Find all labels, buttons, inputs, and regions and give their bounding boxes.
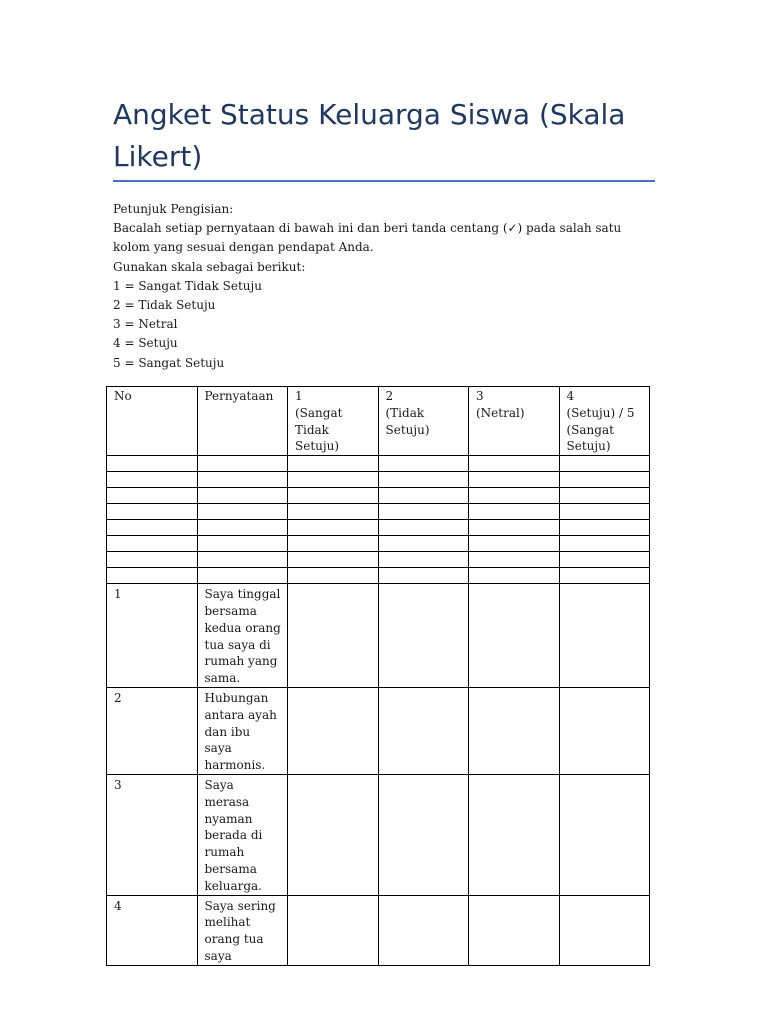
table-row [107, 895, 650, 965]
row-number: 1 [107, 584, 198, 688]
row-statement: Saya merasa nyaman berada di rumah bersama keluarga. [197, 774, 288, 895]
likert-table [106, 386, 650, 966]
empty-cell[interactable] [197, 488, 288, 504]
empty-cell[interactable] [197, 568, 288, 584]
table-row [107, 774, 650, 895]
empty-cell[interactable] [469, 536, 560, 552]
empty-cell[interactable] [288, 456, 379, 472]
row-statement: Saya sering melihat orang tua saya [197, 895, 288, 965]
empty-cell[interactable] [559, 488, 650, 504]
answer-cell-1[interactable] [288, 774, 379, 895]
row-statement: Saya tinggal bersama kedua orang tua saya di rumah yang sama. [197, 584, 288, 688]
header-scale-1 [288, 387, 379, 456]
empty-cell[interactable] [378, 472, 469, 488]
empty-cell[interactable] [378, 456, 469, 472]
empty-cell[interactable] [107, 472, 198, 488]
answer-cell-3[interactable] [469, 895, 560, 965]
empty-cell[interactable] [288, 568, 379, 584]
empty-cell[interactable] [197, 504, 288, 520]
instructions-block [113, 200, 658, 373]
answer-cell-1[interactable] [288, 584, 379, 688]
empty-cell[interactable] [469, 472, 560, 488]
empty-cell[interactable] [378, 520, 469, 536]
header-scale-3 [469, 387, 560, 456]
document-title: Angket Status Keluarga Siswa (Skala Likert) [113, 98, 626, 173]
empty-cell[interactable] [107, 504, 198, 520]
header-scale-1-number: 1 [295, 389, 303, 403]
answer-cell-2[interactable] [378, 687, 469, 774]
scale-item: 4 = Setuju [113, 336, 178, 351]
empty-cell[interactable] [288, 536, 379, 552]
empty-cell[interactable] [559, 568, 650, 584]
empty-table-row [107, 456, 650, 472]
empty-cell[interactable] [469, 520, 560, 536]
table-row [107, 584, 650, 688]
answer-cell-2[interactable] [378, 895, 469, 965]
scale-item: 2 = Tidak Setuju [113, 298, 216, 313]
header-scale-2-label: (Tidak Setuju) [385, 405, 430, 437]
empty-cell[interactable] [107, 536, 198, 552]
header-no: No [107, 387, 198, 456]
header-scale-2-number: 2 [385, 389, 394, 403]
empty-table-row [107, 488, 650, 504]
table-row [107, 687, 650, 774]
empty-cell[interactable] [107, 568, 198, 584]
empty-cell[interactable] [107, 520, 198, 536]
empty-cell[interactable] [378, 536, 469, 552]
scale-item: 5 = Sangat Setuju [113, 355, 225, 370]
empty-cell[interactable] [107, 552, 198, 568]
row-statement: Hubungan antara ayah dan ibu saya harmonis. [197, 687, 288, 774]
instructions-body: Bacalah setiap pernyataan di bawah ini dan beri tanda centang (✓) pada salah satu kolom yang sesuai dengan pendapat Anda. [113, 221, 622, 255]
empty-cell[interactable] [288, 472, 379, 488]
empty-table-row [107, 504, 650, 520]
row-number: 3 [107, 774, 198, 895]
empty-cell[interactable] [288, 488, 379, 504]
empty-cell[interactable] [469, 504, 560, 520]
empty-cell[interactable] [197, 536, 288, 552]
instructions-heading: Petunjuk Pengisian: [113, 202, 234, 216]
header-scale-4 [559, 387, 650, 456]
scale-item: 3 = Netral [113, 317, 178, 332]
empty-cell[interactable] [559, 552, 650, 568]
empty-cell[interactable] [378, 504, 469, 520]
empty-cell[interactable] [288, 520, 379, 536]
answer-cell-4[interactable] [559, 584, 650, 688]
empty-cell[interactable] [469, 552, 560, 568]
empty-cell[interactable] [469, 568, 560, 584]
header-scale-2 [378, 387, 469, 456]
header-scale-3-label: (Netral) [476, 405, 525, 420]
answer-cell-2[interactable] [378, 584, 469, 688]
row-number: 2 [107, 687, 198, 774]
answer-cell-3[interactable] [469, 774, 560, 895]
answer-cell-2[interactable] [378, 774, 469, 895]
header-statement: Pernyataan [197, 387, 288, 456]
empty-cell[interactable] [559, 536, 650, 552]
empty-cell[interactable] [469, 456, 560, 472]
header-scale-3-number: 3 [476, 389, 484, 403]
empty-table-row [107, 568, 650, 584]
empty-cell[interactable] [107, 456, 198, 472]
empty-cell[interactable] [197, 472, 288, 488]
empty-cell[interactable] [107, 488, 198, 504]
header-scale-4-label: (Setuju) / 5 (Sangat Setuju) [566, 405, 635, 454]
empty-table-row [107, 536, 650, 552]
empty-cell[interactable] [288, 552, 379, 568]
answer-cell-4[interactable] [559, 774, 650, 895]
header-scale-1-label: (Sangat Tidak Setuju) [295, 405, 343, 454]
answer-cell-4[interactable] [559, 687, 650, 774]
empty-cell[interactable] [197, 520, 288, 536]
answer-cell-3[interactable] [469, 687, 560, 774]
empty-cell[interactable] [559, 456, 650, 472]
empty-cell[interactable] [469, 488, 560, 504]
empty-cell[interactable] [559, 472, 650, 488]
answer-cell-1[interactable] [288, 687, 379, 774]
header-scale-4-number: 4 [566, 389, 575, 403]
empty-table-row [107, 472, 650, 488]
empty-cell[interactable] [559, 504, 650, 520]
empty-cell[interactable] [197, 552, 288, 568]
empty-cell[interactable] [197, 456, 288, 472]
answer-cell-4[interactable] [559, 895, 650, 965]
table-header-row [107, 387, 650, 456]
title-underline [113, 180, 655, 182]
empty-cell[interactable] [559, 520, 650, 536]
empty-cell[interactable] [288, 504, 379, 520]
empty-table-row [107, 552, 650, 568]
answer-cell-1[interactable] [288, 895, 379, 965]
empty-table-row [107, 520, 650, 536]
empty-cell[interactable] [378, 552, 469, 568]
scale-intro: Gunakan skala sebagai berikut: [113, 259, 306, 274]
answer-cell-3[interactable] [469, 584, 560, 688]
empty-cell[interactable] [378, 488, 469, 504]
row-number: 4 [107, 895, 198, 965]
scale-item: 1 = Sangat Tidak Setuju [113, 278, 262, 293]
empty-cell[interactable] [378, 568, 469, 584]
